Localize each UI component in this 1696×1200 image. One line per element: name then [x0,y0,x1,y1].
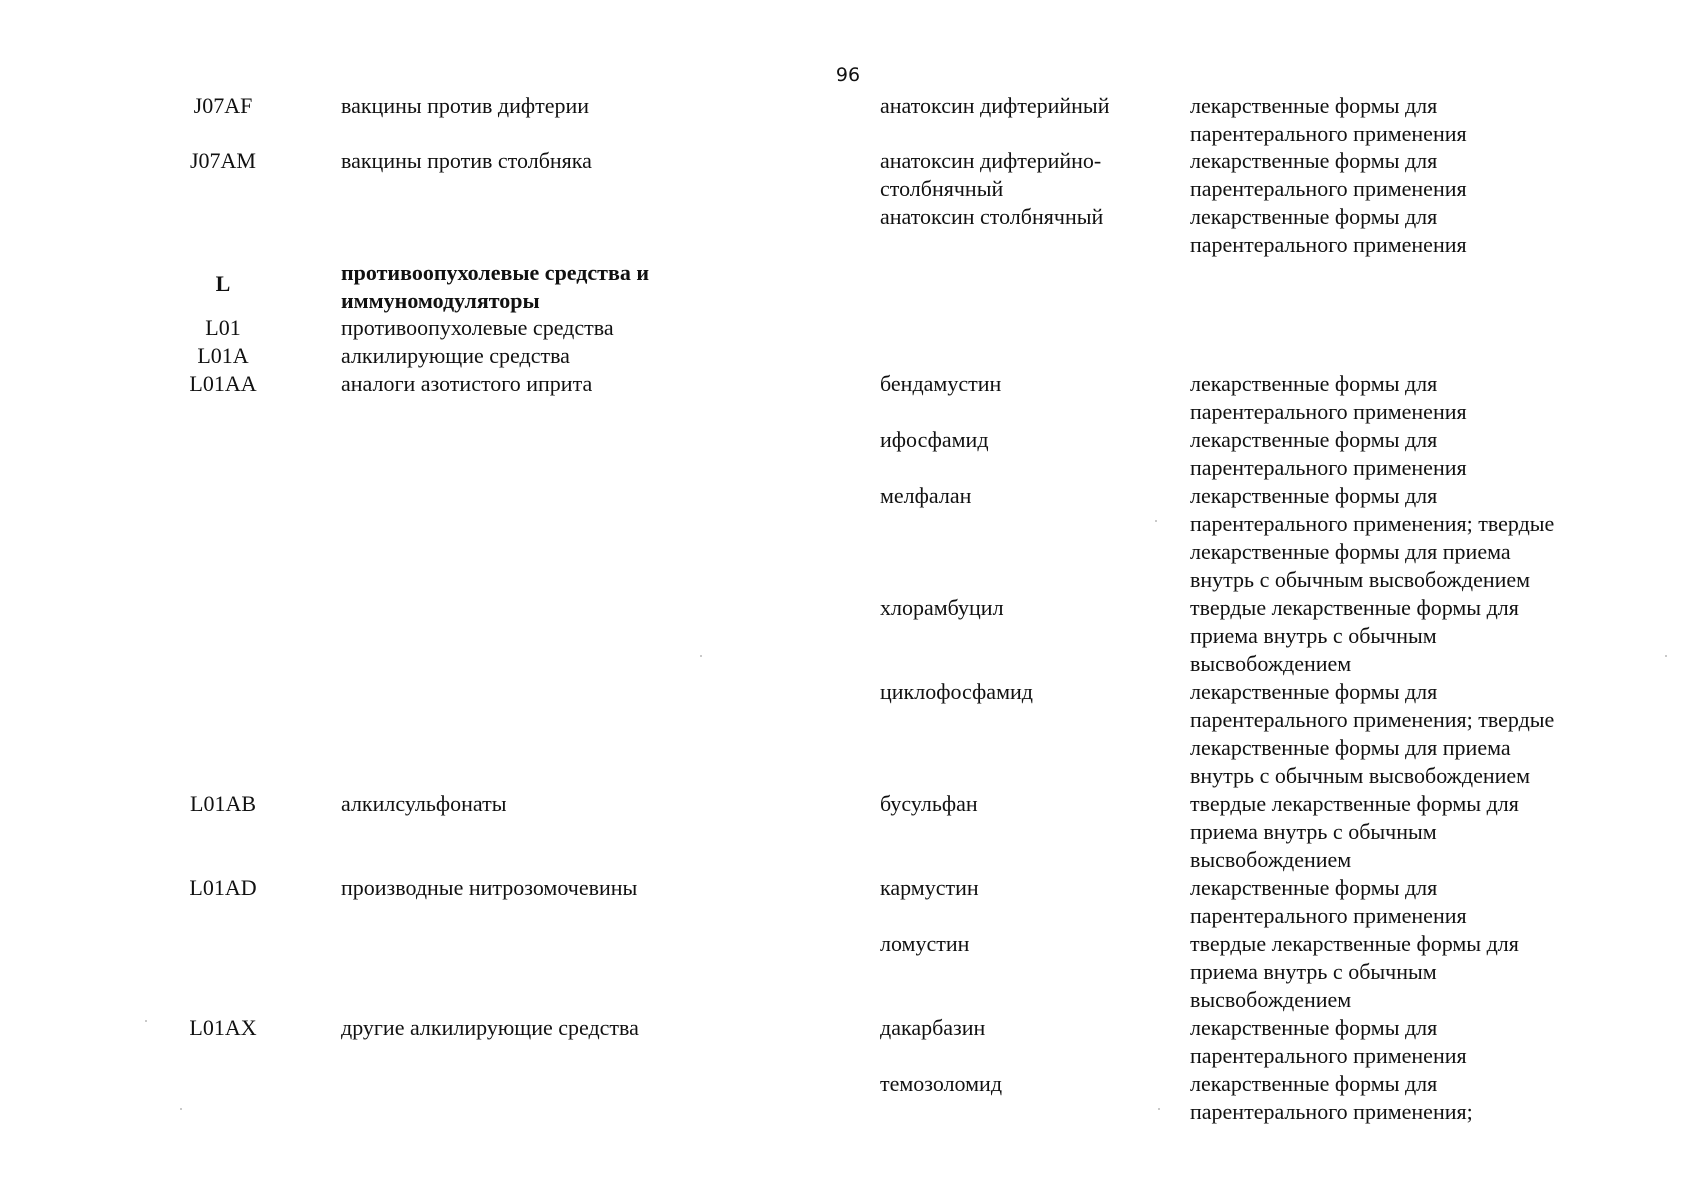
atc-code: L [215,271,231,296]
dosage-form-line: твердые лекарственные формы для [1190,931,1519,956]
scan-speck [700,655,702,657]
group-name: другие алкилирующие средства [341,1015,639,1040]
dosage-form-line: парентерального применения [1190,903,1467,928]
dosage-form-line: парентерального применения; [1190,1099,1473,1124]
dosage-form-line: внутрь с обычным высвобождением [1190,763,1531,788]
dosage-form-line: парентерального применения [1190,121,1467,146]
dosage-form-line: лекарственные формы для [1190,204,1438,229]
drug-name: анатоксин столбнячный [880,204,1104,229]
dosage-form-line: парентерального применения; твердые [1190,511,1555,536]
dosage-form-line: внутрь с обычным высвобождением [1190,567,1531,592]
dosage-form-line: лекарственные формы для приема [1190,735,1511,760]
scan-speck [145,1020,147,1022]
dosage-form-line: лекарственные формы для [1190,1015,1438,1040]
group-name: алкилсульфонаты [341,791,507,816]
dosage-form-line: парентерального применения [1190,399,1467,424]
scan-speck [1155,520,1157,522]
dosage-form-line: парентерального применения [1190,455,1467,480]
dosage-form-line: лекарственные формы для [1190,1071,1438,1096]
drug-name: циклофосфамид [880,679,1033,704]
group-name: вакцины против столбняка [341,148,592,173]
dosage-form-line: твердые лекарственные формы для [1190,791,1519,816]
dosage-form-line: твердые лекарственные формы для [1190,595,1519,620]
atc-code: L01AX [189,1015,257,1040]
dosage-form-line: лекарственные формы для [1190,679,1438,704]
dosage-form-line: лекарственные формы для приема [1190,539,1511,564]
dosage-form-line: высвобождением [1190,847,1352,872]
dosage-form-line: лекарственные формы для [1190,371,1438,396]
drug-name: бендамустин [880,371,1002,396]
page-number: 96 [835,64,861,86]
dosage-form-line: лекарственные формы для [1190,483,1438,508]
dosage-form-line: приема внутрь с обычным [1190,959,1437,984]
drug-name: темозоломид [880,1071,1003,1096]
dosage-form-line: парентерального применения; твердые [1190,707,1555,732]
atc-code: L01AD [189,875,257,900]
group-name: противоопухолевые средства и [341,260,650,285]
atc-code: J07AF [193,93,253,118]
drug-name: бусульфан [880,791,978,816]
group-name: противоопухолевые средства [341,315,614,340]
dosage-form-line: лекарственные формы для [1190,427,1438,452]
group-name: производные нитрозомочевины [341,875,638,900]
drug-name: анатоксин дифтерийно- [880,148,1102,173]
drug-name: анатоксин дифтерийный [880,93,1110,118]
atc-code: L01 [205,315,241,340]
group-name: вакцины против дифтерии [341,93,590,118]
dosage-form-line: лекарственные формы для [1190,875,1438,900]
scan-speck [1665,655,1667,657]
dosage-form-line: парентерального применения [1190,232,1467,257]
dosage-form-line: приема внутрь с обычным [1190,819,1437,844]
atc-code: L01A [197,343,249,368]
dosage-form-line: лекарственные формы для [1190,148,1438,173]
dosage-form-line: высвобождением [1190,651,1352,676]
group-name: иммуномодуляторы [341,288,540,313]
dosage-form-line: парентерального применения [1190,1043,1467,1068]
atc-code: J07AM [189,148,256,173]
group-name: аналоги азотистого иприта [341,371,593,396]
scan-speck [180,1108,182,1110]
scan-speck [1158,1108,1160,1110]
drug-name: дакарбазин [880,1015,986,1040]
dosage-form-line: приема внутрь с обычным [1190,623,1437,648]
atc-code: L01AB [190,791,256,816]
drug-name: кармустин [880,875,979,900]
dosage-form-line: высвобождением [1190,987,1352,1012]
drug-name: столбнячный [880,176,1004,201]
atc-code: L01AA [189,371,257,396]
drug-name: хлорамбуцил [880,595,1004,620]
dosage-form-line: парентерального применения [1190,176,1467,201]
dosage-form-line: лекарственные формы для [1190,93,1438,118]
group-name: алкилирующие средства [341,343,570,368]
drug-name: ломустин [880,931,970,956]
drug-name: мелфалан [880,483,972,508]
drug-name: ифосфамид [880,427,989,452]
